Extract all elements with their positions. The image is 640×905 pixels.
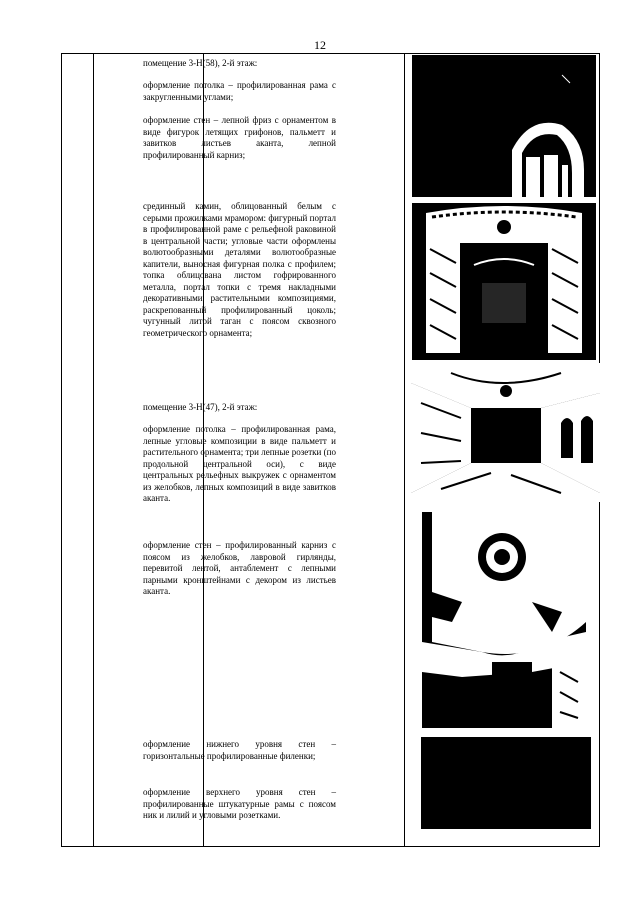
entry-room-47-ceiling: оформление потолка – профилированная рама, лепные угловые композиции в виде пальметт и растительного орнамента; три лепные розетки (по продольной центральной оси), с виде центральных рельефных выкружек с орнаментом из желобков, лепных композиций в виде завитков аканта. (143, 424, 336, 503)
entry-room-58-ceiling: оформление потолка – профилированная рама с закругленными углами; (143, 80, 336, 102)
photo-arched-window (412, 55, 596, 197)
entry-room-58-fireplace: срединный камин, облицованный белым с серыми прожилками мрамором: фигурный портал в профилированной раме с рельефной раковиной в центральной части; угловые части оформлены волютообразными деталями волютообразные капители, выносная фигурная полка с профилем; топка облицована листом гофрированного металла, портал топки с тремя накладными декоративными растительными композициями, раскрепованный профилированный цоколь; чугунный литой таган с поясом сквозного геометрического орнамента; (143, 201, 336, 338)
entry-room-47-walls: оформление стен – профилированный карниз с поясом из желобков, лавровой гирлянды, перевитой лентой, антаблемент с лепными парными кронштейнами с декором из листьев аканта. (143, 540, 336, 596)
entry-room-47-heading: помещение 3-Н(47), 2-й этаж: (143, 402, 258, 412)
entry-room-47-upper-walls: оформление верхнего уровня стен – профилированные штукатурные рамы с поясом ник и лилий и угловыми розетками. (143, 787, 336, 820)
column-divider-1 (93, 54, 94, 846)
entry-room-47-lower-walls: оформление нижнего уровня стен – горизонтальные профилированные филенки; (143, 739, 336, 761)
page-number: 12 (314, 38, 326, 52)
photo-fireplace (412, 203, 596, 360)
entry-room-58-heading: помещение 3-Н(58), 2-й этаж: (143, 58, 258, 68)
photo-wall-panels (421, 737, 591, 829)
photo-ceiling-rosette (422, 512, 586, 728)
column-divider-3 (404, 54, 405, 846)
photo-hall-perspective (411, 363, 600, 502)
entry-room-58-walls: оформление стен – лепной фриз с орнаментом в виде фигурок летящих грифонов, пальметт и завитков листьев аканта, лепной профилированный карниз; (143, 115, 336, 160)
